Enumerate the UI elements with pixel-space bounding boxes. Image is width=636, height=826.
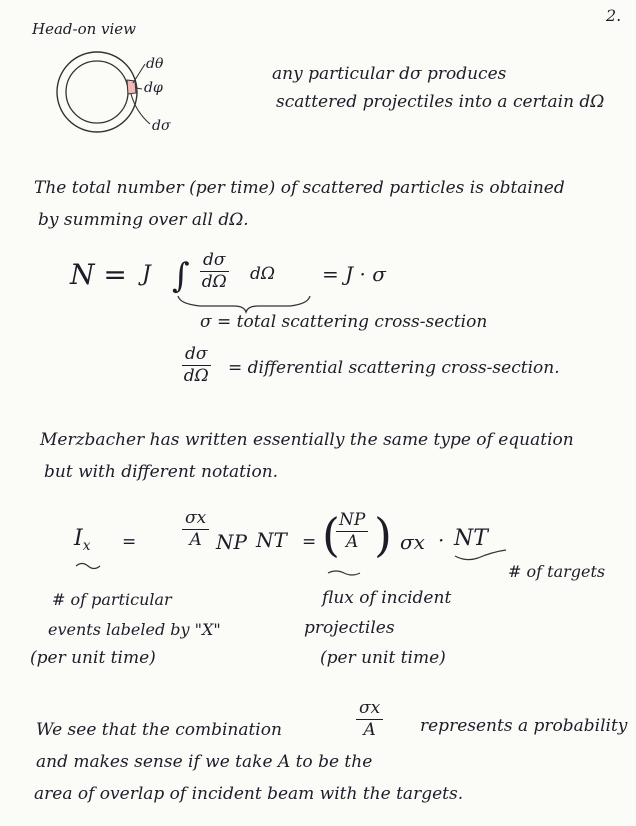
eq2-nt: NT	[256, 528, 287, 552]
eq2-frac1-den: A	[189, 529, 202, 550]
eq2-paren-close: )	[374, 508, 392, 562]
eq2-fraction2	[336, 512, 368, 552]
eq1-integral: ∫	[172, 256, 190, 296]
para3-line1b: represents a probability	[420, 716, 628, 736]
eq1-diff-fraction	[182, 346, 211, 386]
eq2-nt2: NT	[454, 526, 488, 551]
eq1-rhs: = J · σ	[322, 262, 386, 286]
eq2-np: NP	[216, 530, 247, 554]
para2-line1: Merzbacher has written essentially the same type of equation	[40, 430, 574, 450]
inner-circle	[66, 61, 128, 123]
dsigma-leader	[131, 94, 150, 124]
tilde-ix	[76, 564, 100, 569]
eq2-eq-sign2: =	[302, 532, 317, 552]
label-targets: # of targets	[508, 562, 606, 581]
label-events-3: (per unit time)	[30, 648, 156, 668]
eq1-domega: dΩ	[250, 264, 275, 284]
eq2-sigma-x: σx	[400, 530, 425, 554]
eq1-diff-frac-num: dσ	[182, 346, 211, 366]
para3-line2: and makes sense if we take A to be the	[36, 752, 373, 772]
eq1-sigma-def: σ = total scattering cross-section	[200, 312, 488, 332]
eq2-lhs-base: I	[74, 526, 83, 551]
para1-line1: The total number (per time) of scattered particles is obtained	[34, 178, 565, 198]
eq1-fraction	[200, 252, 229, 292]
para3-line3: area of overlap of incident beam with the targets.	[34, 784, 464, 804]
eq1-frac-den: dΩ	[201, 271, 227, 292]
para3-line1a: We see that the combination	[36, 720, 282, 740]
eq1-diff-def: = differential scattering cross-section.	[228, 358, 560, 378]
tilde-targets	[455, 550, 506, 560]
dsigma-patch	[127, 80, 136, 94]
para3-frac-den: A	[363, 719, 376, 740]
page-number: 2.	[606, 6, 622, 25]
dphi-leader	[136, 88, 142, 89]
label-flux-2: projectiles	[304, 618, 395, 638]
eq1-underbrace	[178, 296, 310, 312]
label-dtheta: dθ	[146, 56, 164, 72]
eq2-lhs-sub: x	[82, 537, 91, 554]
eq2-frac1-num: σx	[182, 510, 209, 530]
tilde-flux	[328, 571, 360, 575]
eq2-paren-open: (	[322, 508, 340, 562]
para1-line2: by summing over all dΩ.	[38, 210, 249, 230]
para3-frac-num: σx	[356, 700, 383, 720]
para3-fraction	[356, 700, 383, 740]
label-dsigma: dσ	[152, 118, 171, 134]
label-dphi: dφ	[144, 80, 163, 96]
outer-circle	[57, 52, 137, 132]
eq2-eq-sign1: =	[122, 532, 137, 552]
note1-line1: any particular dσ produces	[272, 64, 507, 84]
label-events-1: # of particular	[52, 590, 172, 609]
label-flux-3: (per unit time)	[320, 648, 446, 668]
eq2-lhs	[74, 526, 90, 554]
eq2-fraction1	[182, 510, 209, 550]
eq2-frac2-den: A	[346, 531, 359, 552]
eq1-diff-frac-den: dΩ	[183, 365, 209, 386]
label-events-2: events labeled by "X"	[48, 620, 221, 639]
eq1-lhs: N =	[70, 258, 127, 291]
eq1-frac-num: dσ	[200, 252, 229, 272]
diagram-title: Head-on view	[32, 20, 137, 38]
eq2-dot: ·	[438, 528, 445, 552]
eq1-J: J	[142, 262, 151, 287]
note1-line2: scattered projectiles into a certain dΩ	[276, 92, 605, 112]
eq2-frac2-num: NP	[336, 512, 368, 532]
para2-line2: but with different notation.	[44, 462, 279, 482]
label-flux-1: flux of incident	[322, 588, 452, 608]
